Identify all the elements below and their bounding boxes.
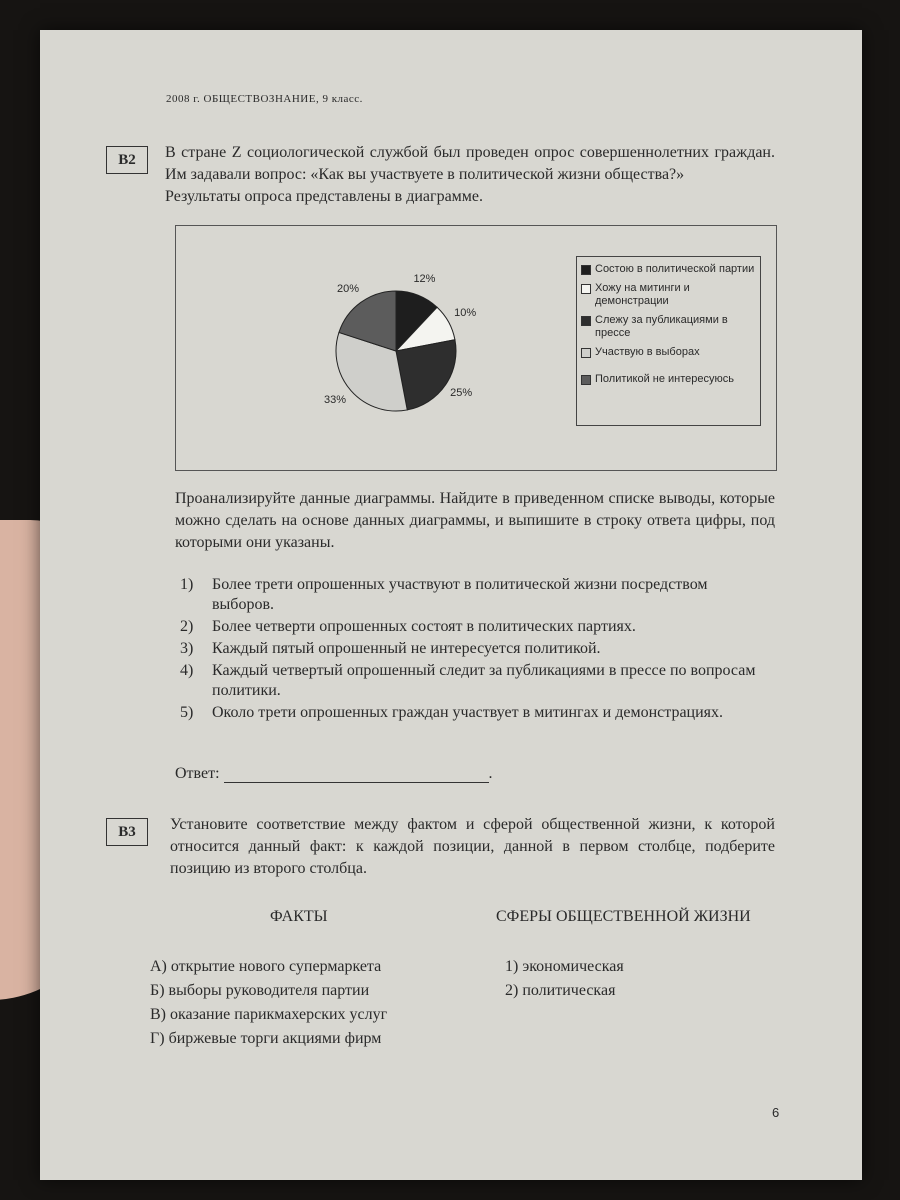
b2-paragraph-1: В стране Z социологической службой был проведен опрос совершеннолетних граждан. Им задавали вопрос: «Как вы участвуете в политической жизни общества?»	[165, 144, 775, 183]
sphere-item: 2) политическая	[505, 982, 616, 999]
answer-options	[180, 575, 760, 725]
b2-instruction: Проанализируйте данные диаграммы. Найдите в приведенном списке выводы, которые можно сделать на основе данных диаграммы, и выпишите в строку ответа цифры, под которыми они указаны.	[175, 490, 775, 551]
legend-label: Слежу за публикациями в прессе	[595, 314, 728, 339]
pie-chart	[266, 246, 526, 446]
legend-label: Участвую в выборах	[595, 346, 700, 358]
b2-paragraph-2: Результаты опроса представлены в диаграмме.	[165, 188, 484, 205]
option-number: 1)	[180, 576, 194, 593]
pie-slice-label: 25%	[450, 386, 473, 399]
fact-item: Б) выборы руководителя партии	[150, 982, 370, 999]
pie-slice-label: 12%	[413, 273, 436, 286]
pie-slice-label: 10%	[454, 307, 477, 320]
spheres-column-header: СФЕРЫ ОБЩЕСТВЕННОЙ ЖИЗНИ	[496, 908, 751, 925]
chart-frame	[175, 225, 777, 471]
legend-label: Политикой не интересуюсь	[595, 373, 734, 385]
answer-line[interactable]	[224, 768, 489, 783]
legend-swatch	[581, 348, 591, 358]
option-number: 2)	[180, 618, 194, 635]
legend-swatch	[581, 284, 591, 294]
answer-option	[180, 703, 760, 723]
option-number: 3)	[180, 640, 194, 657]
chart-legend	[576, 256, 761, 426]
option-number: 4)	[180, 662, 194, 679]
fact-item: Г) биржевые торги акциями фирм	[150, 1030, 382, 1047]
exam-page	[40, 30, 862, 1180]
answer-row: Ответ: .	[175, 765, 493, 782]
fact-item: А) открытие нового супермаркета	[150, 958, 382, 975]
question-b2-text	[165, 142, 775, 208]
legend-item	[581, 314, 756, 340]
page-header: 2008 г. ОБЩЕСТВОЗНАНИЕ, 9 класс.	[166, 93, 363, 105]
answer-option	[180, 575, 760, 615]
question-b3-text: Установите соответствие между фактом и сферой общественной жизни, к которой относится данный факт: к каждой позиции, данной в первом столбце, подберите позицию из второго столбца.	[170, 816, 775, 877]
answer-label: Ответ:	[175, 765, 220, 782]
legend-item	[581, 263, 756, 276]
legend-item	[581, 346, 756, 359]
sphere-item: 1) экономическая	[505, 958, 624, 975]
facts-list	[150, 955, 387, 1051]
legend-swatch	[581, 316, 591, 326]
option-number: 5)	[180, 704, 194, 721]
legend-item	[581, 373, 756, 386]
legend-swatch	[581, 375, 591, 385]
fact-item: В) оказание парикмахерских услуг	[150, 1006, 388, 1023]
answer-option	[180, 617, 760, 637]
legend-label: Состою в политической партии	[595, 263, 755, 275]
legend-item	[581, 282, 756, 308]
option-text: Каждый пятый опрошенный не интересуется политикой.	[212, 640, 601, 657]
option-text: Около трети опрошенных граждан участвует в митингах и демонстрациях.	[212, 704, 724, 721]
pie-slice-label: 20%	[336, 282, 359, 295]
answer-option	[180, 661, 760, 701]
page-number: 6	[772, 1105, 780, 1120]
legend-swatch	[581, 265, 591, 275]
option-text: Более трети опрошенных участвуют в политической жизни посредством выборов.	[212, 576, 708, 613]
option-text: Каждый четвертый опрошенный следит за публикациями в прессе по вопросам политики.	[212, 662, 756, 699]
legend-label: Хожу на митинги и демонстрации	[595, 282, 690, 307]
answer-option	[180, 639, 760, 659]
option-text: Более четверти опрошенных состоят в политических партиях.	[212, 618, 636, 635]
facts-column-header: ФАКТЫ	[270, 908, 328, 925]
spheres-list	[505, 955, 624, 1003]
question-b3-label: B3	[106, 818, 148, 846]
question-b2-label: B2	[106, 146, 148, 174]
pie-slice-label: 33%	[323, 394, 347, 407]
